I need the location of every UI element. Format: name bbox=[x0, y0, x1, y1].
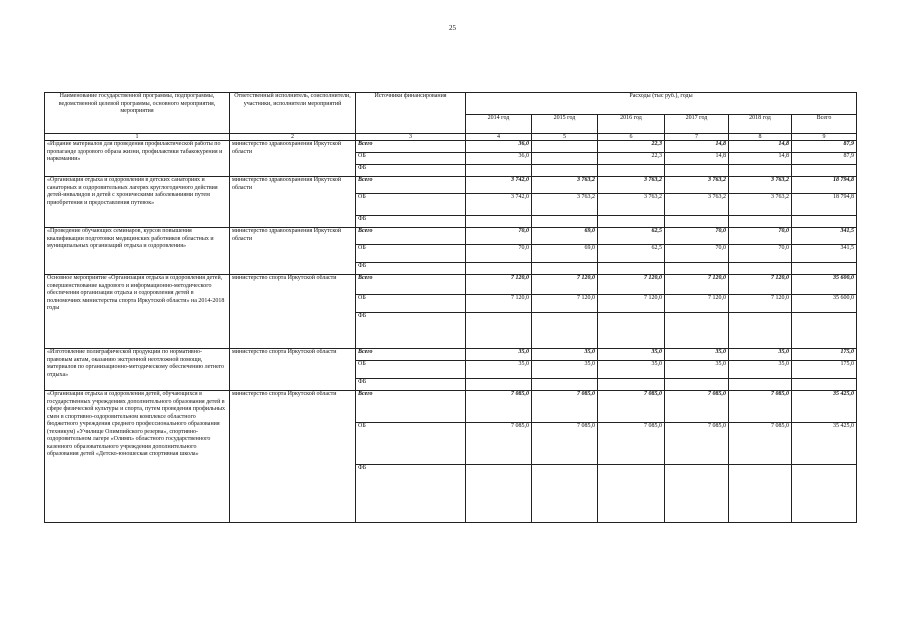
value-total: 35 600,0 bbox=[792, 275, 857, 295]
header-source: Источники финансирования bbox=[356, 93, 466, 134]
measure-name: «Издание материалов для проведения профилактической работы по пропаганде здорового образа жизни, профилактики табакокурения и наркомании» bbox=[45, 141, 230, 177]
funding-source: ОБ bbox=[356, 361, 466, 379]
value-year bbox=[729, 313, 792, 349]
value-year bbox=[665, 313, 729, 349]
column-number: 8 bbox=[729, 134, 792, 141]
table-row-total bbox=[45, 228, 857, 245]
value-year bbox=[466, 313, 532, 349]
value-total: 35 425,0 bbox=[792, 423, 857, 465]
value-year: 7 120,0 bbox=[532, 275, 598, 295]
funding-source: ОБ bbox=[356, 295, 466, 313]
value-year: 70,0 bbox=[466, 228, 532, 245]
value-total: 87,9 bbox=[792, 153, 857, 165]
funding-source: Всего bbox=[356, 177, 466, 194]
funding-source: Всего bbox=[356, 228, 466, 245]
funding-source: ФБ bbox=[356, 465, 466, 523]
value-year bbox=[532, 216, 598, 228]
executor: министерство здравоохранения Иркутской области bbox=[230, 228, 356, 275]
executor: министерство спорта Иркутской области bbox=[230, 391, 356, 523]
funding-source: ФБ bbox=[356, 313, 466, 349]
measure-name: «Организация отдыха и оздоровления детей, обучающихся в государственных учреждениях дополнительного образования детей в сфере физической культуры и спорта, путем проведения профильных смен в спортивно-оздоровительном комплексе областного бюджетного учреждения среднего профессионального образования (техникум) «Училище Олимпийского резерва», спортивно-оздоровительном лагере «Олимп» областного государственного казенного образовательного учреждения дополнительного образования детей «Детско-юношеская спортивная школа» bbox=[45, 391, 230, 523]
value-total: 175,0 bbox=[792, 361, 857, 379]
column-number: 2 bbox=[230, 134, 356, 141]
value-year: 35,0 bbox=[598, 361, 665, 379]
value-total: 35 425,0 bbox=[792, 391, 857, 423]
value-year bbox=[532, 313, 598, 349]
value-year: 7 120,0 bbox=[466, 295, 532, 313]
value-year bbox=[532, 141, 598, 153]
value-year: 69,0 bbox=[532, 228, 598, 245]
value-year: 14,8 bbox=[665, 153, 729, 165]
value-year: 7 120,0 bbox=[532, 295, 598, 313]
value-year: 7 120,0 bbox=[729, 275, 792, 295]
value-year: 7 085,0 bbox=[532, 391, 598, 423]
value-year: 14,8 bbox=[729, 141, 792, 153]
table-row-total bbox=[45, 141, 857, 153]
funding-source: ОБ bbox=[356, 153, 466, 165]
value-year: 70,0 bbox=[665, 245, 729, 263]
funding-source: Всего bbox=[356, 141, 466, 153]
column-number: 7 bbox=[665, 134, 729, 141]
value-year: 35,0 bbox=[598, 349, 665, 361]
header-name: Наименование государственной программы, подпрограммы, ведомственной целевой программы, основного мероприятия, мероприятия bbox=[45, 93, 230, 134]
value-year bbox=[532, 153, 598, 165]
measure-name: «Изготовление полиграфической продукции по нормативно-правовым актам, оказанию экстренной неотложной помощи, материалов по организационно-методическому обеспечению летнего отдыха» bbox=[45, 349, 230, 391]
value-year bbox=[466, 216, 532, 228]
value-year bbox=[466, 465, 532, 523]
value-year: 62,5 bbox=[598, 228, 665, 245]
funding-source: ФБ bbox=[356, 216, 466, 228]
funding-source: Всего bbox=[356, 349, 466, 361]
measure-name: Основное мероприятие «Организация отдыха и оздоровления детей, совершенствование кадрового и информационно-методического обеспечения организации отдыха и оздоровления детей в полномочиях министерства спорта Иркутской области» на 2014-2018 годы bbox=[45, 275, 230, 349]
funding-source: ОБ bbox=[356, 423, 466, 465]
value-year: 7 085,0 bbox=[532, 423, 598, 465]
value-year: 7 085,0 bbox=[665, 391, 729, 423]
column-number-row bbox=[45, 134, 857, 141]
value-total: 341,5 bbox=[792, 245, 857, 263]
value-year: 22,3 bbox=[598, 153, 665, 165]
value-year: 7 120,0 bbox=[729, 295, 792, 313]
header-year: 2018 год bbox=[729, 115, 792, 134]
value-year: 7 085,0 bbox=[466, 423, 532, 465]
value-year: 3 763,2 bbox=[598, 177, 665, 194]
value-year: 22,3 bbox=[598, 141, 665, 153]
column-number: 5 bbox=[532, 134, 598, 141]
value-year bbox=[532, 379, 598, 391]
header-expenses: Расходы (тыс руб.), годы bbox=[466, 93, 857, 115]
value-year bbox=[466, 263, 532, 275]
table-header bbox=[45, 93, 857, 141]
value-year: 3 763,2 bbox=[532, 177, 598, 194]
value-year: 3 763,2 bbox=[729, 194, 792, 216]
budget-table bbox=[44, 92, 857, 523]
value-total: 175,0 bbox=[792, 349, 857, 361]
value-year bbox=[598, 465, 665, 523]
executor: министерство здравоохранения Иркутской области bbox=[230, 177, 356, 228]
table-row-total bbox=[45, 275, 857, 295]
table-row-total bbox=[45, 391, 857, 423]
value-year: 7 120,0 bbox=[665, 275, 729, 295]
value-year: 3 742,0 bbox=[466, 194, 532, 216]
value-year: 7 085,0 bbox=[729, 423, 792, 465]
column-number: 1 bbox=[45, 134, 230, 141]
value-year bbox=[532, 263, 598, 275]
column-number: 3 bbox=[356, 134, 466, 141]
value-year: 36,0 bbox=[466, 141, 532, 153]
column-number: 9 bbox=[792, 134, 857, 141]
value-year: 7 085,0 bbox=[598, 391, 665, 423]
value-year bbox=[665, 465, 729, 523]
value-year bbox=[729, 379, 792, 391]
executor: министерство спорта Иркутской области bbox=[230, 349, 356, 391]
table-body bbox=[45, 141, 857, 523]
value-total: 341,5 bbox=[792, 228, 857, 245]
value-year bbox=[532, 165, 598, 177]
value-year: 35,0 bbox=[729, 361, 792, 379]
header-total: Всего bbox=[792, 115, 857, 134]
value-year bbox=[665, 263, 729, 275]
value-year: 35,0 bbox=[466, 361, 532, 379]
value-year: 35,0 bbox=[665, 361, 729, 379]
value-year bbox=[729, 216, 792, 228]
value-year: 3 763,2 bbox=[532, 194, 598, 216]
value-year bbox=[466, 165, 532, 177]
value-total: 87,9 bbox=[792, 141, 857, 153]
value-year: 7 085,0 bbox=[598, 423, 665, 465]
value-year: 35,0 bbox=[532, 349, 598, 361]
executor: министерство спорта Иркутской области bbox=[230, 275, 356, 349]
value-year bbox=[532, 465, 598, 523]
value-year: 3 763,2 bbox=[665, 194, 729, 216]
value-year: 14,8 bbox=[665, 141, 729, 153]
column-number: 6 bbox=[598, 134, 665, 141]
header-year: 2017 год bbox=[665, 115, 729, 134]
value-year: 3 763,2 bbox=[665, 177, 729, 194]
value-total: 35 600,0 bbox=[792, 295, 857, 313]
value-year: 7 085,0 bbox=[729, 391, 792, 423]
value-total: 18 794,8 bbox=[792, 177, 857, 194]
value-year: 70,0 bbox=[466, 245, 532, 263]
value-year bbox=[729, 465, 792, 523]
value-year bbox=[598, 165, 665, 177]
value-year: 7 120,0 bbox=[466, 275, 532, 295]
value-total bbox=[792, 313, 857, 349]
value-year: 35,0 bbox=[729, 349, 792, 361]
value-year bbox=[729, 165, 792, 177]
value-year: 3 763,2 bbox=[598, 194, 665, 216]
value-year: 3 742,0 bbox=[466, 177, 532, 194]
value-year: 35,0 bbox=[532, 361, 598, 379]
value-year: 62,5 bbox=[598, 245, 665, 263]
funding-source: ОБ bbox=[356, 194, 466, 216]
header-executor: Ответственный исполнитель, соисполнители, участники, исполнители мероприятий bbox=[230, 93, 356, 134]
funding-source: ФБ bbox=[356, 263, 466, 275]
value-year bbox=[466, 379, 532, 391]
value-year bbox=[729, 263, 792, 275]
funding-source: ОБ bbox=[356, 245, 466, 263]
value-total bbox=[792, 165, 857, 177]
value-total bbox=[792, 379, 857, 391]
value-year bbox=[665, 216, 729, 228]
value-year: 69,0 bbox=[532, 245, 598, 263]
header-year: 2016 год bbox=[598, 115, 665, 134]
value-year bbox=[598, 263, 665, 275]
column-number: 4 bbox=[466, 134, 532, 141]
funding-source: Всего bbox=[356, 391, 466, 423]
value-total bbox=[792, 465, 857, 523]
value-total bbox=[792, 263, 857, 275]
value-year: 7 085,0 bbox=[466, 391, 532, 423]
page-number: 25 bbox=[449, 24, 456, 32]
value-year bbox=[665, 165, 729, 177]
measure-name: «Организация отдыха и оздоровления в детских санаториях и санаторных и оздоровительных лагерях круглогодичного действия детей-инвалидов и детей с хроническими заболеваниями путем приобретения и предоставления путевок» bbox=[45, 177, 230, 228]
value-total: 18 794,8 bbox=[792, 194, 857, 216]
table-row-total bbox=[45, 177, 857, 194]
header-year: 2015 год bbox=[532, 115, 598, 134]
funding-source: Всего bbox=[356, 275, 466, 295]
value-year: 70,0 bbox=[729, 245, 792, 263]
executor: министерство здравоохранения Иркутской области bbox=[230, 141, 356, 177]
value-year bbox=[598, 216, 665, 228]
funding-source: ФБ bbox=[356, 165, 466, 177]
value-total bbox=[792, 216, 857, 228]
value-year: 3 763,2 bbox=[729, 177, 792, 194]
value-year: 7 085,0 bbox=[665, 423, 729, 465]
value-year: 7 120,0 bbox=[665, 295, 729, 313]
value-year bbox=[598, 379, 665, 391]
value-year: 70,0 bbox=[665, 228, 729, 245]
table-row-total bbox=[45, 349, 857, 361]
value-year: 35,0 bbox=[466, 349, 532, 361]
measure-name: «Проведение обучающих семинаров, курсов повышения квалификации подготовки медицинских работников областных и муниципальных организаций отдыха и оздоровления» bbox=[45, 228, 230, 275]
value-year bbox=[598, 313, 665, 349]
value-year: 36,0 bbox=[466, 153, 532, 165]
header-year: 2014 год bbox=[466, 115, 532, 134]
funding-source: ФБ bbox=[356, 379, 466, 391]
value-year bbox=[665, 379, 729, 391]
value-year: 14,8 bbox=[729, 153, 792, 165]
value-year: 35,0 bbox=[665, 349, 729, 361]
value-year: 70,0 bbox=[729, 228, 792, 245]
value-year: 7 120,0 bbox=[598, 275, 665, 295]
value-year: 7 120,0 bbox=[598, 295, 665, 313]
